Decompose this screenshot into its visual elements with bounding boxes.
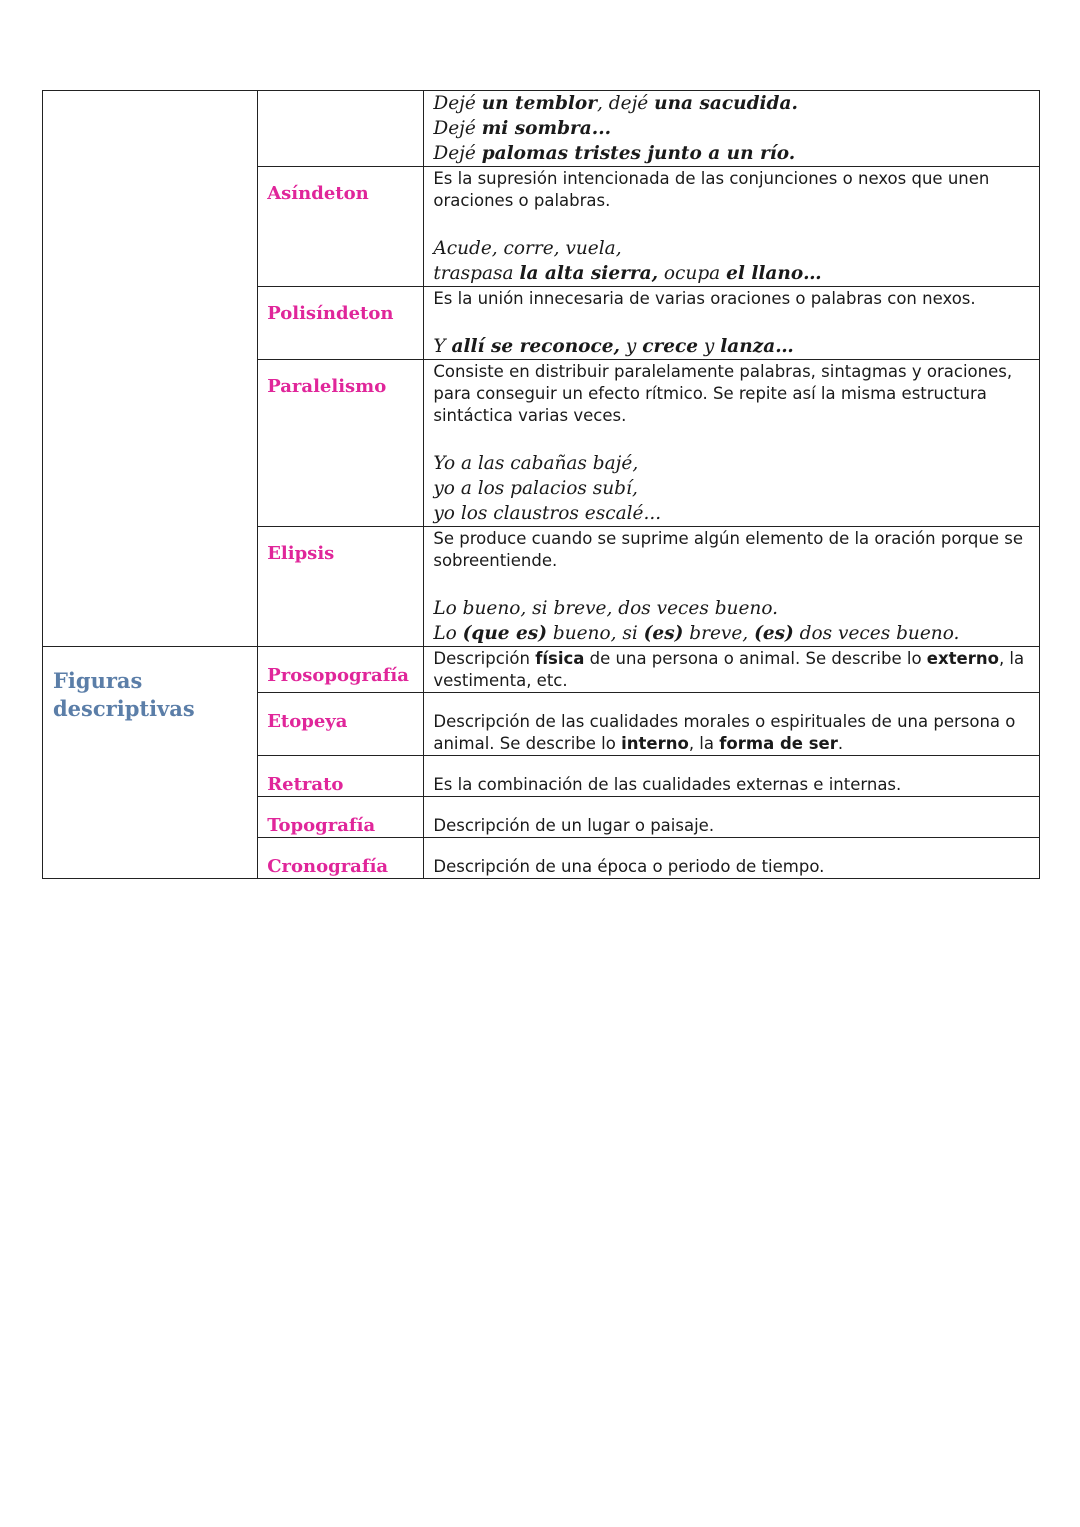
category-figuras-descriptivas: Figuras descriptivas: [43, 647, 258, 879]
example-cell: [424, 91, 1040, 167]
example-line: Yo a las cabañas bajé,: [433, 453, 639, 474]
definition-text: Se produce cuando se suprime algún elemento de la oración porque se sobreentiende.: [433, 529, 1023, 570]
bold-fragment: crece: [642, 336, 699, 357]
category-cell-empty: [43, 91, 258, 647]
definition-text: Es la unión innecesaria de varias oraciones o palabras con nexos.: [433, 289, 976, 308]
example-line: Dejé un temblor, dejé una sacudida.: [433, 93, 798, 114]
definition-cell: [424, 167, 1040, 287]
definition-cell: [424, 360, 1040, 527]
definition-cell: [424, 693, 1040, 756]
term-paralelismo: Paralelismo: [258, 360, 424, 527]
term-asindeton: Asíndeton: [258, 167, 424, 287]
bold-fragment: allí se reconoce,: [451, 336, 620, 357]
bold-fragment: palomas tristes junto a un río.: [481, 143, 796, 164]
definition-text: Es la combinación de las cualidades externas e internas.: [433, 775, 902, 794]
bold-fragment: física: [535, 649, 585, 668]
bold-fragment: mi sombra...: [481, 118, 612, 139]
example-line: Dejé mi sombra...: [433, 118, 612, 139]
term-prosopografia: Prosopografía: [258, 647, 424, 693]
example-line: Acude, corre, vuela,: [433, 238, 622, 259]
definition-text: Consiste en distribuir paralelamente palabras, sintagmas y oraciones, para conseguir un efecto rítmico. Se repite así la misma estructura sintáctica varias veces.: [433, 362, 1013, 425]
definition-text: Descripción de una época o periodo de tiempo.: [433, 857, 825, 876]
bold-fragment: (es): [754, 623, 794, 644]
definition-text: Es la supresión intencionada de las conjunciones o nexos que unen oraciones o palabras.: [433, 169, 990, 210]
example-line: yo a los palacios subí,: [433, 478, 638, 499]
term-cell-empty: [258, 91, 424, 167]
definition-text: Descripción de las cualidades morales o espirituales de una persona o animal. Se describe lo interno, la forma de ser.: [433, 712, 1016, 753]
definition-cell: [424, 756, 1040, 797]
table-row: [43, 91, 1040, 167]
bold-fragment: un temblor: [481, 93, 598, 114]
term-elipsis: Elipsis: [258, 527, 424, 647]
bold-fragment: una sacudida.: [654, 93, 798, 114]
term-topografia: Topografía: [258, 797, 424, 838]
example-line: Lo bueno, si breve, dos veces bueno.: [433, 598, 779, 619]
definition-cell: [424, 287, 1040, 360]
definition-cell: [424, 647, 1040, 693]
bold-fragment: (es): [643, 623, 684, 644]
term-etopeya: Etopeya: [258, 693, 424, 756]
definition-cell: [424, 527, 1040, 647]
bold-fragment: la alta sierra,: [519, 263, 659, 284]
bold-fragment: forma de ser: [719, 734, 838, 753]
example-line: Y allí se reconoce, y crece y lanza…: [433, 336, 794, 357]
definition-cell: [424, 838, 1040, 879]
term-cronografia: Cronografía: [258, 838, 424, 879]
bold-fragment: interno: [621, 734, 689, 753]
definition-text: Descripción física de una persona o animal. Se describe lo externo, la vestimenta, etc.: [433, 649, 1025, 690]
table-row: [43, 647, 1040, 693]
example-line: Dejé palomas tristes junto a un río.: [433, 143, 796, 164]
example-line: traspasa la alta sierra, ocupa el llano…: [433, 263, 822, 284]
figures-table: [42, 90, 1040, 879]
definition-text: Descripción de un lugar o paisaje.: [433, 816, 715, 835]
bold-fragment: el llano…: [726, 263, 822, 284]
term-retrato: Retrato: [258, 756, 424, 797]
example-line: yo los claustros escalé...: [433, 503, 662, 524]
definition-cell: [424, 797, 1040, 838]
example-line: Lo (que es) bueno, si (es) breve, (es) dos veces bueno.: [433, 623, 960, 644]
bold-fragment: lanza…: [720, 336, 794, 357]
term-polisindeton: Polisíndeton: [258, 287, 424, 360]
bold-fragment: externo: [926, 649, 999, 668]
bold-fragment: (que es): [462, 623, 547, 644]
